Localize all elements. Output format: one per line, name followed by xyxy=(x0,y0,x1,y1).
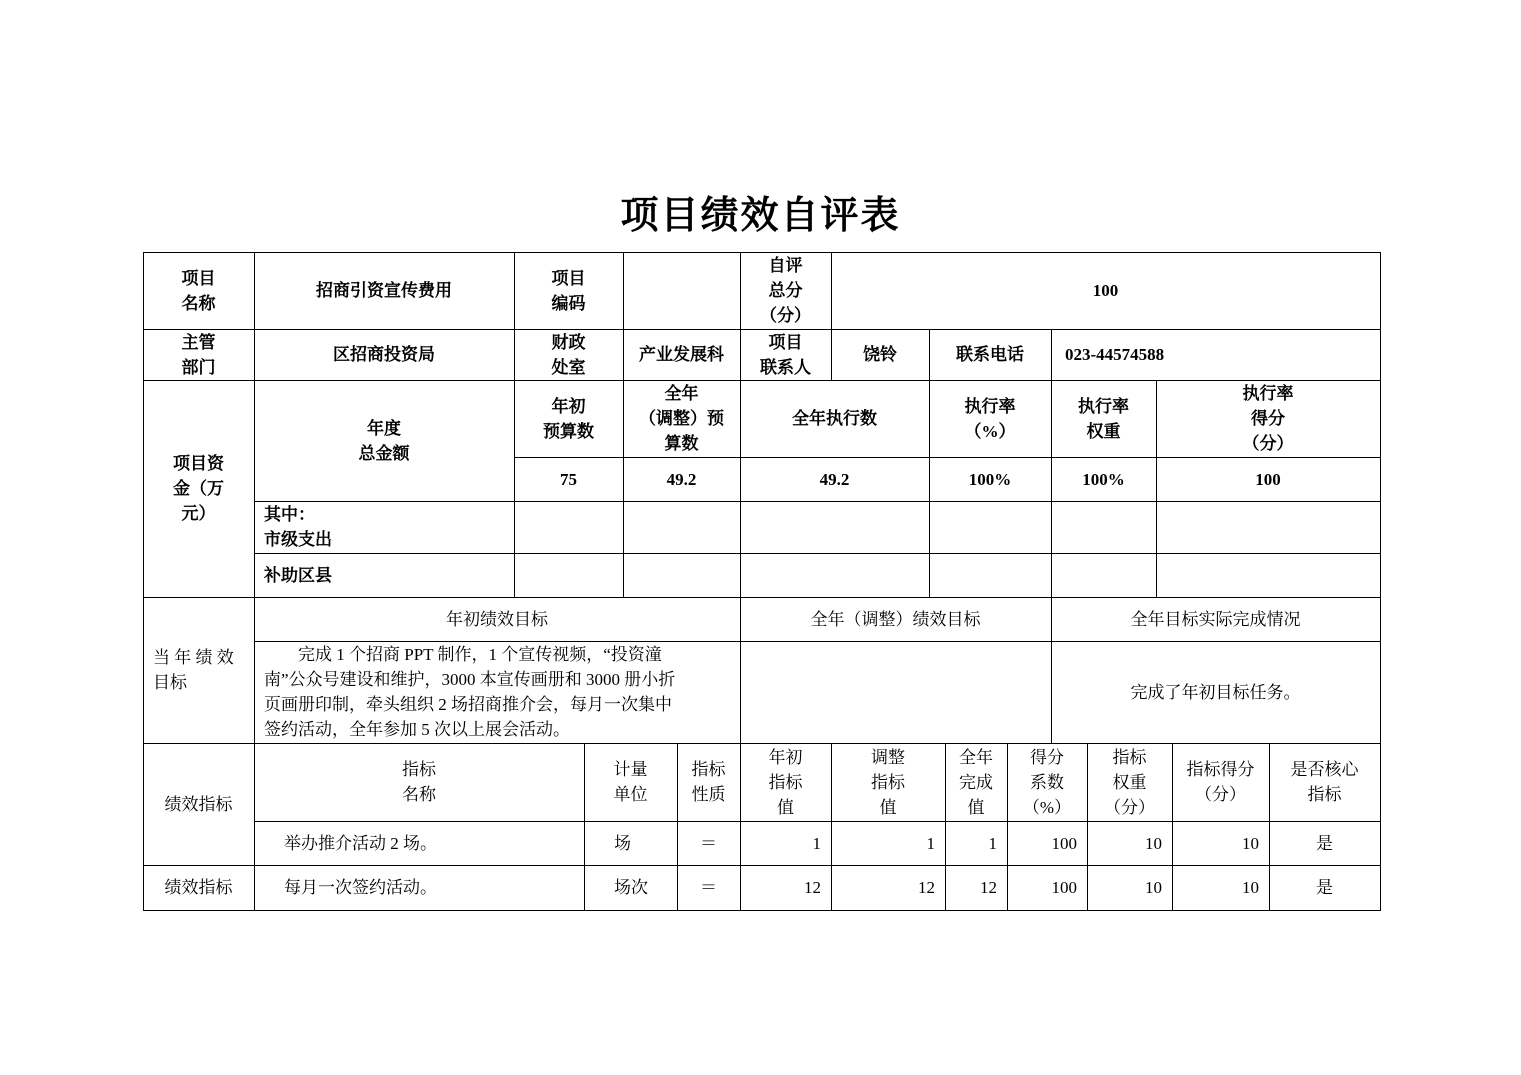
grid-line xyxy=(143,252,144,911)
indicator-core: 是 xyxy=(1316,878,1333,897)
grid-line xyxy=(831,743,832,911)
funds-score-header: 执行率 得分 （分） xyxy=(1242,384,1294,453)
total-score-value: 100 xyxy=(1092,281,1119,300)
grid-line xyxy=(143,910,1381,911)
funds-executed-header: 全年执行数 xyxy=(792,409,877,428)
funds-score-value: 100 xyxy=(1255,469,1281,489)
funds-annual-total-header: 年度 总金额 xyxy=(358,418,410,463)
funds-municipal-label: 其中： 市级支出 xyxy=(264,505,332,549)
funds-executed-value: 49.2 xyxy=(819,469,850,489)
finance-office-label: 财政 处室 xyxy=(551,332,586,377)
project-name-label: 项目 名称 xyxy=(181,268,216,313)
funds-initial-header: 年初 预算数 xyxy=(543,396,594,441)
indicator-unit: 场次 xyxy=(614,878,648,897)
goals-adjusted-text xyxy=(740,641,1051,743)
project-code-value xyxy=(623,252,740,329)
grid-line xyxy=(143,380,1381,381)
indicator-name-header: 指标 名称 xyxy=(402,760,436,804)
grid-line xyxy=(929,380,930,597)
indicator-initial: 1 xyxy=(812,833,821,853)
grid-line xyxy=(740,252,741,380)
page-title: 项目绩效自评表 xyxy=(620,195,901,237)
indicator-row-label: 绩效指标 xyxy=(164,878,233,897)
indicator-core: 是 xyxy=(1316,833,1333,853)
indicator-core-header: 是否核心 指标 xyxy=(1290,760,1359,804)
grid-line xyxy=(740,743,741,911)
grid-line xyxy=(1051,380,1052,597)
phone-label: 联系电话 xyxy=(956,345,1024,364)
grid-line xyxy=(254,252,255,911)
funds-label: 项目资 金（万 元） xyxy=(173,454,224,523)
indicator-unit: 场 xyxy=(614,833,631,853)
goals-label: 当 年 绩 效 目标 xyxy=(153,648,234,692)
goals-adjusted-header: 全年（调整）绩效目标 xyxy=(810,609,981,629)
indicator-coef: 100 xyxy=(1051,833,1077,853)
grid-line xyxy=(1269,743,1270,911)
indicator-nature: ＝ xyxy=(700,833,717,853)
indicator-actual: 1 xyxy=(988,833,997,853)
funds-rate-value: 100% xyxy=(968,469,1012,489)
contact-value: 饶铃 xyxy=(863,345,897,364)
funds-initial-value: 75 xyxy=(560,469,577,489)
grid-line xyxy=(143,743,1381,744)
grid-line xyxy=(740,380,741,597)
grid-line xyxy=(143,329,1381,330)
grid-line xyxy=(514,457,1381,458)
grid-line xyxy=(1051,597,1052,743)
indicator-actual-header: 全年 完成 值 xyxy=(959,747,993,817)
grid-line xyxy=(254,641,1381,642)
grid-line xyxy=(677,743,678,911)
grid-line xyxy=(740,597,741,743)
grid-line xyxy=(143,252,1381,253)
grid-line xyxy=(514,380,515,597)
indicator-initial: 12 xyxy=(804,878,821,897)
grid-line xyxy=(929,329,930,380)
grid-line xyxy=(1007,743,1008,911)
funds-adjusted-header: 全年 （调整）预 算数 xyxy=(639,384,724,453)
indicator-name: 举办推介活动 2 场。 xyxy=(284,833,437,853)
grid-line xyxy=(945,743,946,911)
indicator-nature-header: 指标 性质 xyxy=(691,760,726,804)
indicator-name: 每月一次签约活动。 xyxy=(284,878,437,897)
indicator-coef-header: 得分 系数 （%） xyxy=(1022,747,1072,817)
phone-value: 023-44574588 xyxy=(1065,345,1165,364)
grid-line xyxy=(514,252,515,380)
grid-line xyxy=(1051,329,1052,380)
indicator-score: 10 xyxy=(1242,878,1259,897)
indicator-score: 10 xyxy=(1242,833,1259,853)
indicator-weight: 10 xyxy=(1145,878,1162,897)
indicator-adjusted: 1 xyxy=(926,833,935,853)
grid-line xyxy=(831,252,832,380)
indicator-nature: ＝ xyxy=(700,878,717,897)
grid-line xyxy=(254,501,1381,502)
goals-initial-header: 年初绩效目标 xyxy=(446,609,548,629)
funds-weight-value: 100% xyxy=(1082,469,1125,489)
goals-actual-header: 全年目标实际完成情况 xyxy=(1130,609,1301,629)
total-score-label: 自评 总分 （分） xyxy=(760,256,811,325)
project-code-label: 项目 编码 xyxy=(551,268,586,313)
grid-line xyxy=(1172,743,1173,911)
grid-line xyxy=(143,865,1381,866)
indicator-weight-header: 指标 权重 （分） xyxy=(1104,747,1155,817)
goals-initial-text: 完成 1 个招商 PPT 制作，1 个宣传视频，“投资潼 南”公众号建设和维护，3000 本宣传画册和 3000 册小折 页画册印制，牵头组织 2 场招商推介会，每月一次集中 签约活动，全年参加 5 次以上展会活动。 xyxy=(264,645,676,739)
indicators-label: 绩效指标 xyxy=(164,794,233,814)
grid-line xyxy=(623,252,624,380)
funds-county-subsidy-label: 补助区县 xyxy=(264,565,332,585)
funds-weight-header: 执行率 权重 xyxy=(1078,396,1129,441)
grid-line xyxy=(584,743,585,911)
grid-line xyxy=(254,821,1381,822)
dept-value: 区招商投资局 xyxy=(333,345,435,364)
indicator-weight: 10 xyxy=(1145,833,1162,853)
funds-rate-header: 执行率 （%） xyxy=(964,396,1016,441)
grid-line xyxy=(254,553,1381,554)
indicator-actual: 12 xyxy=(980,878,997,897)
grid-line xyxy=(1156,380,1157,597)
indicator-unit-header: 计量 单位 xyxy=(613,760,648,804)
goals-actual-text: 完成了年初目标任务。 xyxy=(1130,682,1301,702)
indicator-score-header: 指标得分 （分） xyxy=(1186,760,1255,804)
contact-label: 项目 联系人 xyxy=(760,332,811,377)
grid-line xyxy=(1087,743,1088,911)
indicator-adjusted-header: 调整 指标 值 xyxy=(871,747,905,817)
project-name-value: 招商引资宣传费用 xyxy=(316,281,452,300)
grid-line xyxy=(1380,252,1381,911)
indicator-coef: 100 xyxy=(1051,878,1077,897)
indicator-initial-header: 年初 指标 值 xyxy=(768,747,803,817)
grid-line xyxy=(143,597,1381,598)
dept-label: 主管 部门 xyxy=(181,332,216,377)
finance-office-value: 产业发展科 xyxy=(639,345,724,364)
funds-adjusted-value: 49.2 xyxy=(666,469,697,489)
indicator-adjusted: 12 xyxy=(918,878,935,897)
grid-line xyxy=(623,380,624,597)
